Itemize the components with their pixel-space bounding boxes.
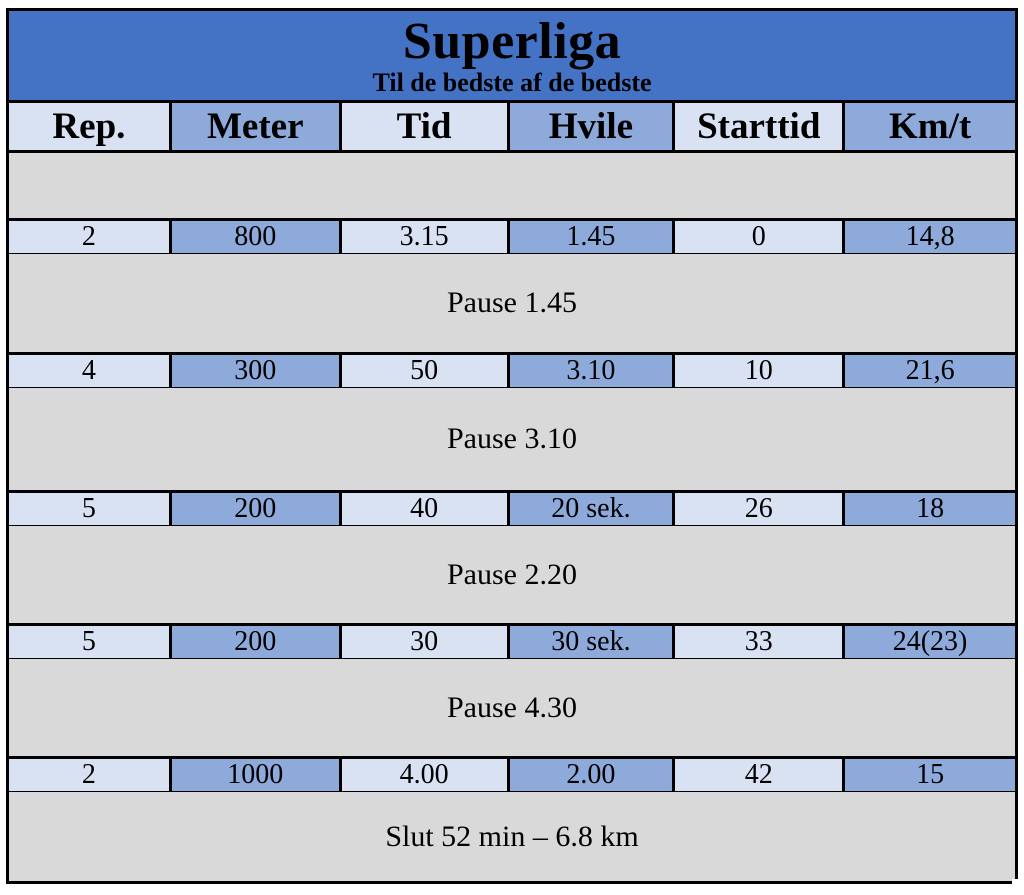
cell-rep: 4	[9, 355, 172, 387]
summary-row	[9, 792, 1015, 881]
cell-tid: 4.00	[342, 759, 510, 791]
cell-hvile: 3.10	[510, 355, 676, 387]
pause-row-3	[9, 526, 1015, 626]
cell-tid: 30	[342, 626, 510, 658]
pause-row-1	[9, 254, 1015, 355]
summary-text: Slut 52 min – 6.8 km	[385, 819, 639, 853]
cell-tid: 40	[342, 493, 510, 525]
cell-kmt: 14,8	[845, 221, 1015, 253]
cell-starttid: 42	[675, 759, 845, 791]
col-header-rep: Rep.	[9, 103, 172, 150]
pause-text: Pause 4.30	[447, 690, 577, 724]
pause-text: Pause 1.45	[447, 286, 577, 319]
cell-starttid: 26	[675, 493, 845, 525]
cell-meter: 200	[172, 626, 342, 658]
cell-meter: 300	[172, 355, 342, 387]
cell-meter: 200	[172, 493, 342, 525]
table-row-set5	[9, 759, 1015, 792]
col-header-meter: Meter	[172, 103, 342, 150]
pause-row-2	[9, 388, 1015, 493]
screenshot-corner-artifact	[1012, 879, 1024, 895]
cell-kmt: 18	[845, 493, 1015, 525]
pause-row-4	[9, 659, 1015, 759]
cell-tid: 3.15	[342, 221, 510, 253]
pause-text: Pause 2.20	[447, 557, 577, 591]
col-header-kmt: Km/t	[845, 103, 1015, 150]
training-plan-table	[6, 8, 1018, 884]
cell-starttid: 10	[675, 355, 845, 387]
page-subtitle: Til de bedste af de bedste	[372, 68, 652, 98]
table-row-set4	[9, 626, 1015, 659]
pause-text: Pause 3.10	[447, 422, 577, 455]
cell-rep: 5	[9, 626, 172, 658]
cell-starttid: 33	[675, 626, 845, 658]
table-row-set2	[9, 355, 1015, 388]
empty-spacer-row	[9, 153, 1015, 221]
cell-starttid: 0	[675, 221, 845, 253]
cell-hvile: 20 sek.	[510, 493, 676, 525]
page-title: Superliga	[402, 12, 622, 70]
column-header-row	[9, 103, 1015, 153]
cell-kmt: 24(23)	[845, 626, 1015, 658]
col-header-hvile: Hvile	[510, 103, 676, 150]
cell-meter: 800	[172, 221, 342, 253]
cell-hvile: 30 sek.	[510, 626, 676, 658]
title-banner	[9, 11, 1015, 103]
table-row-set1	[9, 221, 1015, 254]
cell-rep: 5	[9, 493, 172, 525]
cell-rep: 2	[9, 759, 172, 791]
cell-kmt: 15	[845, 759, 1015, 791]
table-row-set3	[9, 493, 1015, 526]
cell-hvile: 1.45	[510, 221, 676, 253]
col-header-starttid: Starttid	[675, 103, 845, 150]
cell-tid: 50	[342, 355, 510, 387]
cell-hvile: 2.00	[510, 759, 676, 791]
cell-meter: 1000	[172, 759, 342, 791]
col-header-tid: Tid	[342, 103, 510, 150]
cell-rep: 2	[9, 221, 172, 253]
cell-kmt: 21,6	[845, 355, 1015, 387]
